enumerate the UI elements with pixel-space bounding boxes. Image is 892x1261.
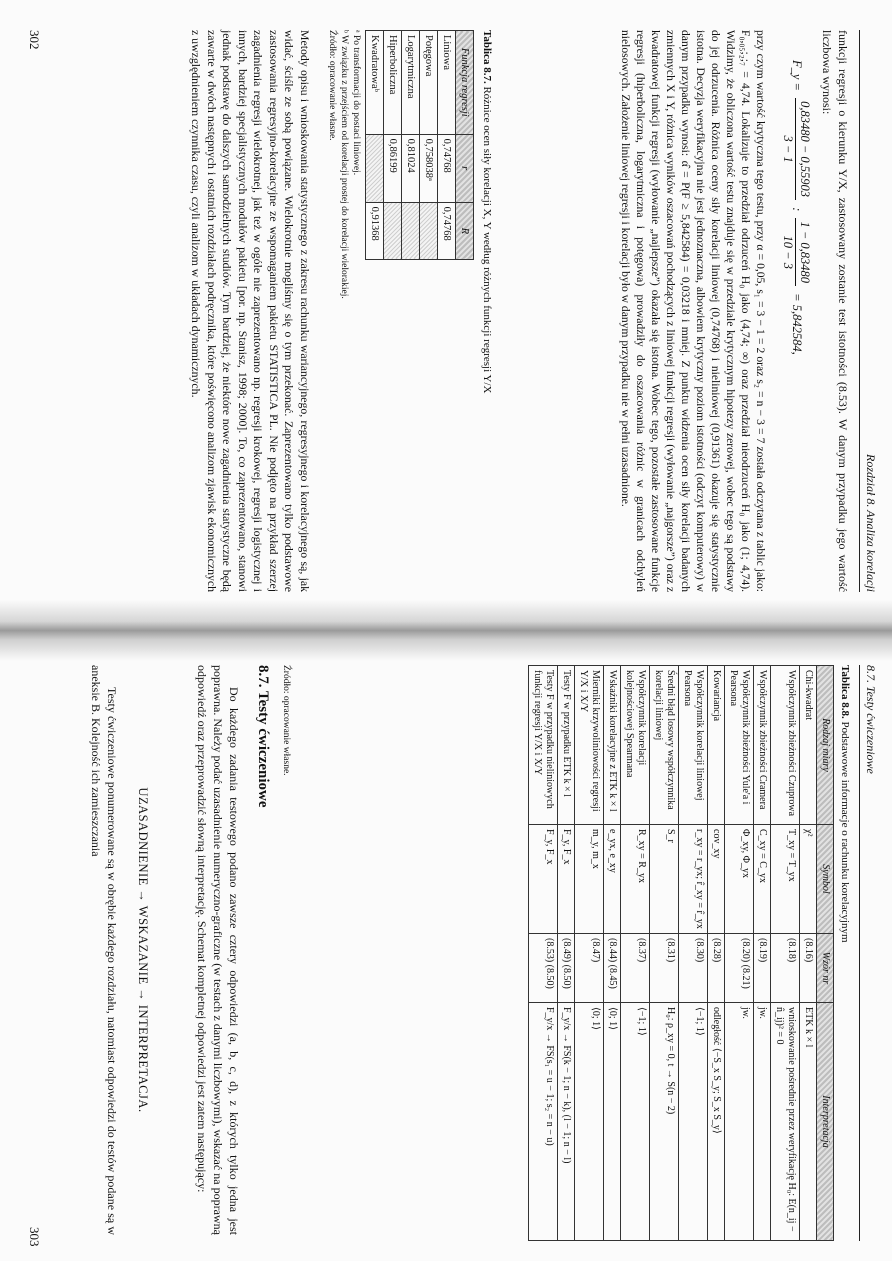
table-cell [402, 202, 420, 259]
table-cell: (8.30) [679, 934, 708, 1003]
table-cell: jw. [725, 1003, 754, 1241]
running-header: Rozdział 8. Analiza korelacji [864, 454, 878, 592]
footnote-a: ᵃ Po transformacji do postaci liniowej. [351, 30, 361, 176]
fraction-1-denominator: 3 − 1 [781, 135, 796, 163]
table-row [402, 31, 420, 260]
table-cell: (8.37) [621, 934, 650, 1003]
table-cell: Współczynnik zbieżności Yule'a i Pearsona [725, 666, 754, 825]
table-row [604, 666, 621, 1241]
formula-lhs: F_y = [790, 60, 805, 91]
table-cell: Kwadratowaᵇ [366, 31, 384, 135]
table-cell: (8.18) [771, 934, 800, 1003]
table-cell: 0,758038ᵃ [420, 134, 438, 202]
table-row [366, 31, 384, 260]
table-cell: χ² [800, 825, 817, 934]
fraction-2 [780, 218, 812, 286]
table-8-7-header: Funkcja regresji [456, 31, 474, 135]
header-rule [859, 665, 860, 1241]
section-title: 8.7. Testy ćwiczeniowe [255, 665, 271, 808]
table-cell: C_xy = C_yx [754, 825, 771, 934]
table-8-8-header: Interpretacja [817, 1003, 834, 1241]
table-cell: wnioskowanie pośrednie przez weryfikację H₀: E(n_ij − n̂_ij)² = 0 [771, 1003, 800, 1241]
table-cell: ⟨0; 1⟩ [604, 1003, 621, 1241]
table-cell: e_yx, e_xy [604, 825, 621, 934]
table-8-8-header: Wzór nr [817, 934, 834, 1003]
table-cell: (8.19) [754, 934, 771, 1003]
page-number: 302 [27, 30, 42, 50]
table-8-7-label: Tablica 8.7. [481, 30, 493, 84]
table-cell: ⟨−1; 1⟩ [679, 1003, 708, 1241]
formula-separator: : [790, 207, 805, 212]
table-cell: Testy F w przypadku ETK k × l [558, 666, 575, 825]
paragraph-summary: Metody opisu i wnioskowania statystycznego z zakresu rachunku wariancyjnego, regresyjnego i korelacyjnego są, jak widać, ściśle ze sobą powiązane. Wielokrotnie mogliśmy się o tym przekonać. Zaprezentowano tylko podstawowe zastosowania regresyjno-korelacyjne ze wspomaganiem pakietu STATISTICA PL. Nie podjęto na przykład szerzej zagadnienia regresji wielokrotnej, jak też w ogóle nie zaprezentowano np. regresji krokowej, regresji logistycznej i innych, bardziej specjalistycznych modułów pakietu [por. np. Stanisz, 1998; 2000]. To, co zaprezentowano, stanowi jednak podstawę do dalszych samodzielnych studiów. Tym bardziej, że niektóre nowe zagadnienia statystyczne będą zawarte w dwóch następnych i ostatnich rozdziałach podręcznika, które poświęcono analizom zjawisk ekonomicznych z uwzględnieniem czynnika czasu, czyli analizom w układach dynamicznych. [189, 30, 312, 592]
paragraph-test-numbering: Testy ćwiczeniowe ponumerowane są w obrębie każdego rozdziału, natomiast odpowiedzi do testów podane są w aneksie B. Kolejność ich zamieszczania [89, 665, 119, 1235]
table-8-8-source: Źródło: opracowanie własne. [281, 665, 291, 776]
table-row [725, 666, 754, 1241]
table-row [800, 666, 817, 1241]
table-cell: Średni błąd losowy współczynnika korelacji liniowej [650, 666, 679, 825]
paragraph-intro: funkcji regresji o kierunku Y/X, zastosowany zostanie test istotności (8.53). W danym przypadku jego wartość liczbowa wynosi: [820, 30, 850, 592]
table-cell: (8.44) (8.45) [604, 934, 621, 1003]
table-cell: T_xy = T_yx [771, 825, 800, 934]
table-cell [366, 134, 384, 202]
table-cell: Liniowa [438, 31, 456, 135]
table-cell: Kowariancja [708, 666, 725, 825]
table-cell: odległość ⟨−S_x S_y; S_x S_y⟩ [708, 1003, 725, 1241]
table-8-7-caption [480, 30, 494, 590]
test-formula [780, 60, 812, 355]
table-8-7-header: r [456, 134, 474, 202]
table-8-7-notes [326, 30, 362, 590]
table-8-8-title: Podstawowe informacje o rachunku korelacyjnym [839, 721, 851, 943]
table-row [771, 666, 800, 1241]
table-cell: Logarytmiczna [402, 31, 420, 135]
table-cell: S_r [650, 825, 679, 934]
table-cell: F_y, F_x [529, 825, 558, 934]
table-row [558, 666, 575, 1241]
table-cell: Mierniki krzywoliniowości regresji Y/X i X/Y [575, 666, 604, 825]
table-row [650, 666, 679, 1241]
formula-result: = 5,842584, [790, 293, 805, 355]
fraction-1 [780, 98, 812, 200]
table-cell: Chi-kwadrat [800, 666, 817, 825]
table-cell: (8.20) (8.21) [725, 934, 754, 1003]
table-cell: Współczynnik zbieżności Cramera [754, 666, 771, 825]
table-8-8 [528, 665, 834, 1241]
table-cell: (8.47) [575, 934, 604, 1003]
table-cell: 0,81024 [402, 134, 420, 202]
fraction-2-numerator: 1 − 0,83480 [796, 218, 813, 286]
table-row [438, 31, 456, 260]
table-cell: Współczynnik korelacji kolejnościowej Spearmana [621, 666, 650, 825]
table-cell: Φ_xy, Φ_yx [725, 825, 754, 934]
table-cell: R_xy = R_yx [621, 825, 650, 934]
table-row [420, 31, 438, 260]
table-cell: Współczynnik zbieżności Czuprowa [771, 666, 800, 825]
table-cell: (8.53) (8.50) [529, 934, 558, 1003]
table-8-7-header: R [456, 202, 474, 259]
table-8-8-header: Rodzaj miary [817, 666, 834, 825]
table-row [621, 666, 650, 1241]
header-rule [859, 30, 860, 592]
table-cell: Testy F w przypadku nieliniowych funkcji regresji Y/X i X/Y [529, 666, 558, 825]
table-cell: ⟨−1; 1⟩ [621, 1003, 650, 1241]
table-cell: ⟨0; 1⟩ [575, 1003, 604, 1241]
page-number: 303 [27, 1227, 42, 1247]
table-cell [420, 202, 438, 259]
table-cell [384, 202, 402, 259]
table-cell: (8.28) [708, 934, 725, 1003]
table-cell: (8.16) [800, 934, 817, 1003]
table-row [529, 666, 558, 1241]
table-cell: Hiperboliczna [384, 31, 402, 135]
fraction-1-numerator: 0,83480 − 0,55903 [796, 98, 813, 200]
table-cell: Potęgowa [420, 31, 438, 135]
table-cell: cov_xy [708, 825, 725, 934]
table-row [384, 31, 402, 260]
fraction-2-denominator: 10 − 3 [781, 235, 796, 269]
table-cell: 0,74768 [438, 202, 456, 259]
table-cell: F_y/x → FS(s₁ = u − 1; s₂ = n − u) [529, 1003, 558, 1241]
table-row [754, 666, 771, 1241]
table-cell: H₀: ρ_xy = 0, t → S(n − 2) [650, 1003, 679, 1241]
answer-scheme: UZASADNIENIE → WSKAZANIE → INTERPRETACJA. [136, 787, 150, 1113]
table-8-8-header: Symbol [817, 825, 834, 934]
footnote-b: ᵇ W związku z przejściem od korelacji prostej do korelacji wielorakiej. [339, 30, 349, 299]
paragraph-test-interpretation: przy czym wartość krytyczna tego testu, przy α = 0,05, s₁ = 3 − 1 = 2 oraz s₂ = n − 3 = 7 została odczytana z tablic jako: F₀,₀₅;₂;₇ = 4,74. Lokalizuje to przedział odrzuceń H₀ jako ⟨4,74; ∞) oraz przedział nieodrzuceń H₀ jako (1; 4,74). Widzimy, że obliczona wartość testu znajduje się w przedziale krytycznym hipotezy zerowej, wobec tego są podstawy do jej odrzucenia. Różnica oceny siły korelacji liniowej (0,74768) i nieliniowej (0,91361) okazuje się statystycznie istotna. Decyzja weryfikacyjna nie jest jednoznaczna, albowiem krytyczny poziom istotności (odczyt komputerowy) w danym przypadku wynosi: α̂ = P(F ≥ 5,842584) = 0,03218 i mniej. Z punktu widzenia ocen siły korelacji badanych zmiennych X i Y, różnica wyników oszacowań pochodzących z liniowej funkcji regresji (wyłowanie „najgorsze”) oraz z kwadratowej funkcji regresji (wyłowanie „najlepsze”) okazała się istotna. Wobec tego, pozostałe zastosowane funkcje regresji (hiperboliczna, logarytmiczna i potęgowa) prowadziły do oszacowania różnic w granicach odchyleń nielosowych. Założenie liniowej regresji i korelacji było w danym przypadku nie w pełni uzasadnione. [619, 30, 767, 592]
paragraph-test-rules: Do każdego zadania testowego podano zawsze cztery odpowiedzi (a, b, c, d), z których tylko jedna jest poprawna. Należy podać uzasadnienie numeryczno-graficzne (w testach z danymi liczbowymi), wskazać na poprawną odpowiedź oraz przeprowadzić słowną interpretację. Schemat kompletnej odpowiedzi jest zatem następujący: [195, 665, 241, 1235]
table-cell: ETK k × l [800, 1003, 817, 1241]
table-cell: 0,86199 [384, 134, 402, 202]
book-gutter [0, 600, 892, 661]
left-page [0, 0, 892, 600]
table-cell: (8.49) (8.50) [558, 934, 575, 1003]
table-cell: jw. [754, 1003, 771, 1241]
table-row [679, 666, 708, 1241]
table-cell: Współczynnik korelacji liniowej Pearsona [679, 666, 708, 825]
table-cell: (8.31) [650, 934, 679, 1003]
table-8-7 [365, 30, 474, 260]
table-cell: 0,74768 [438, 134, 456, 202]
table-cell: 0,91368 [366, 202, 384, 259]
right-page [0, 661, 892, 1261]
table-8-8-label: Tablica 8.8. [839, 665, 851, 719]
table-cell: r_xy = r_yx; r̂_xy = r̂_yx [679, 825, 708, 934]
table-8-7-title: Różnice ocen siły korelacji X, Y według różnych funkcji regresji Y/X [481, 86, 493, 394]
table-row [575, 666, 604, 1241]
table-cell: F_y, F_x [558, 825, 575, 934]
table-cell: Wskaźniki korelacyjne z ETK k × l [604, 666, 621, 825]
table-source: Źródło: opracowanie własne. [327, 30, 337, 141]
table-row [708, 666, 725, 1241]
table-cell: m_y, m_x [575, 825, 604, 934]
table-8-8-caption [838, 665, 852, 1235]
running-header: 8.7. Testy ćwiczeniowe [864, 665, 878, 774]
table-cell: F_y/x → FS(k − 1; n − k), (l − 1; n − l) [558, 1003, 575, 1241]
